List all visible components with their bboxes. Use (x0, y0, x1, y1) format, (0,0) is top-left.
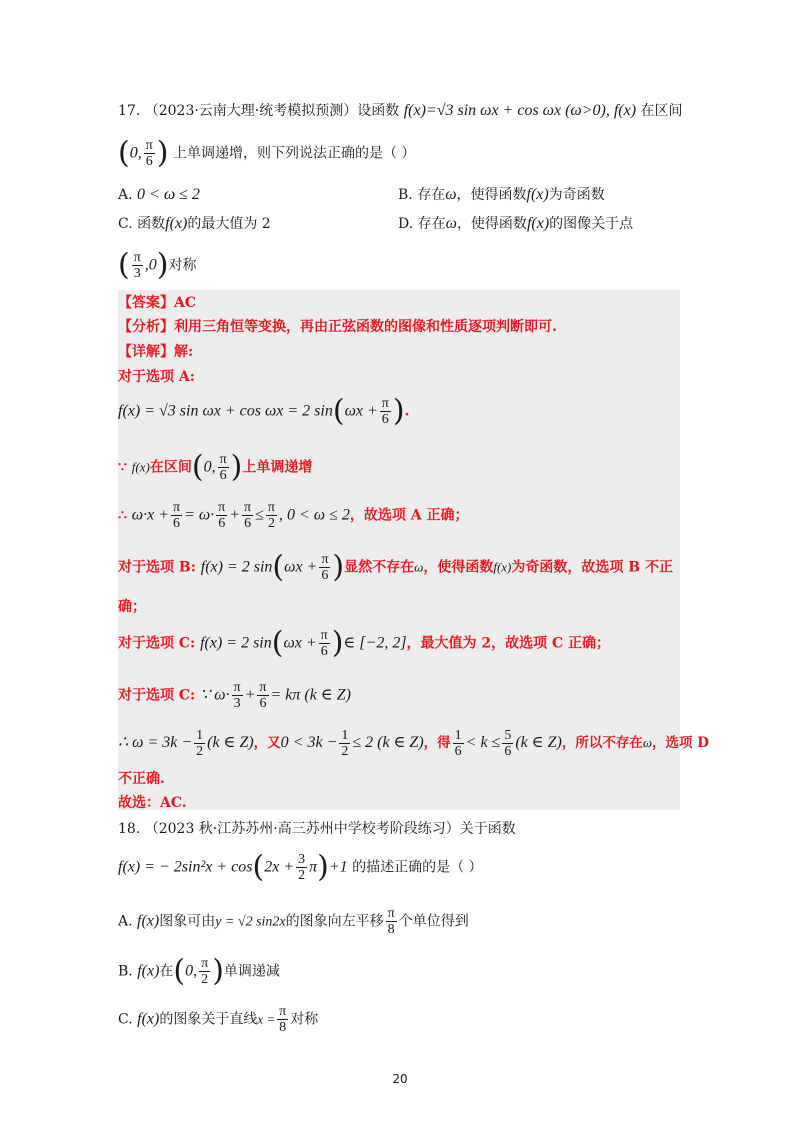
q17-stem-formula: f(x)=√3 sin ωx + cos ωx (ω>0), f(x) (403, 102, 637, 119)
q18-source: （2023 秋·江苏苏州·高三苏州中学校考阶段练习）关于函数 (144, 821, 516, 837)
q17-optD-text-d: 对称 (168, 257, 197, 274)
q18-optA: A. f(x)图象可由y = √2 sin2x的图象向左平移 $\frac{\pi}{8}$ 个单位得到 (118, 906, 469, 937)
q17-options-ab (118, 184, 680, 206)
for-option-a: 对于选项 A: (118, 369, 195, 385)
q18-optB: B. f(x)在(0, $\frac{\pi}{2}$ )单调递减 (118, 953, 280, 989)
page-number: 20 (392, 1072, 408, 1086)
q17-source: （2023·云南大理·统考模拟预测） (144, 103, 358, 119)
option-d-line: 对于选项 C: ∵ ω· $\frac{\pi}{3}$ + $\frac{\pi}{6}$ = kπ (k ∈ Z) (118, 680, 351, 711)
final-answer: 故选：AC. (118, 795, 187, 811)
q17-number: 17. (118, 103, 141, 119)
q17-optC-label: C. (118, 216, 133, 232)
q17-optC-fx: f(x) (165, 215, 188, 232)
q18-stem-line1 (118, 818, 516, 840)
q17-optA-text: 0 < ω ≤ 2 (137, 186, 200, 203)
q17-optD: D. 存在ω，使得函数f(x)的图像关于点 (398, 215, 634, 232)
because-frac: $\frac{\pi}{6}$ (219, 452, 227, 483)
q18-stem-line2: f(x) = − 2sin²x + cos(2x + $\frac{3}{2}$ π)+1 的描述正确的是（ ） (118, 849, 483, 885)
detail-line: 【详解】解: (118, 344, 194, 360)
q18-optC: C. f(x)的图象关于直线x = $\frac{\pi}{8}$ 对称 (118, 1004, 319, 1035)
answer-line: 【答案】AC (118, 295, 197, 311)
q17-interval-left: 0, (129, 144, 142, 162)
q17-stem-c: 上单调递增，则下列说法正确的是（ ） (172, 145, 416, 162)
option-c-line: 对于选项 C: f(x) = 2 sin(ωx + $\frac{\pi}{6}$ )∈ [−2, 2]，最大值为 2，故选项 C 正确； (118, 625, 611, 661)
q17-optA-label: A. (118, 187, 133, 203)
q17-stem-b: 在区间 (640, 103, 683, 119)
option-b-cont: 确； (118, 599, 146, 615)
q18-number: 18. (118, 821, 141, 837)
eq1-frac: $\frac{\pi}{6}$ (381, 396, 389, 427)
q17-optC-text-b: 的最大值为 2 (187, 216, 271, 232)
q17-optD-frac: $\frac{\pi}{3}$ (133, 250, 141, 281)
option-d-line2: ∴ ω = 3k − $\frac{1}{2}$ (k ∈ Z)，又0 < 3k − $\frac{1}{2}$ ≤ 2 (k ∈ Z)，得 $\frac{1}{6}$ < k ≤ $\frac{5}{6}$ (k ∈ Z)，所以不存在ω，选项 D (118, 728, 709, 759)
eq1-line: f(x) = √3 sin ωx + cos ωx = 2 sin(ωx + $\frac{\pi}{6}$ ). (118, 393, 410, 429)
q17-optD-cont: ( $\frac{\pi}{3}$ ,0)对称 (118, 247, 197, 283)
option-b-line: 对于选项 B: f(x) = 2 sin(ωx + $\frac{\pi}{6}$ )显然不存在ω，使得函数f(x)为奇函数，故选项 B 不正 (118, 549, 673, 585)
option-d-cont: 不正确. (118, 771, 165, 787)
q17-stem-a: 设函数 (357, 103, 400, 119)
q17-options-cd (118, 213, 680, 235)
q17-optB: B. 存在ω，使得函数f(x)为奇函数 (398, 186, 605, 203)
q18-frac: $\frac{3}{2}$ (298, 852, 306, 883)
q17-optC-text-a: 函数 (137, 216, 166, 232)
because-line: ∵ f(x)在区间(0, $\frac{\pi}{6}$ )上单调递增 (118, 449, 313, 485)
q17-stem-line2: (0, $\frac{\pi}{6}$ ) 上单调递增，则下列说法正确的是（ ） (118, 135, 416, 171)
q17-stem-line1 (118, 100, 682, 122)
analysis-line: 【分析】利用三角恒等变换，再由正弦函数的图像和性质逐项判断即可. (118, 319, 557, 335)
therefore-line: ∴ ω·x + $\frac{\pi}{6}$ = ω· $\frac{\pi}{6}$ + $\frac{\pi}{6}$ ≤ $\frac{\pi}{2}$ , 0 < ω ≤ 2，故选项 A 正确； (118, 500, 469, 531)
q17-interval-frac: $\frac{\pi}{6}$ (145, 138, 153, 169)
